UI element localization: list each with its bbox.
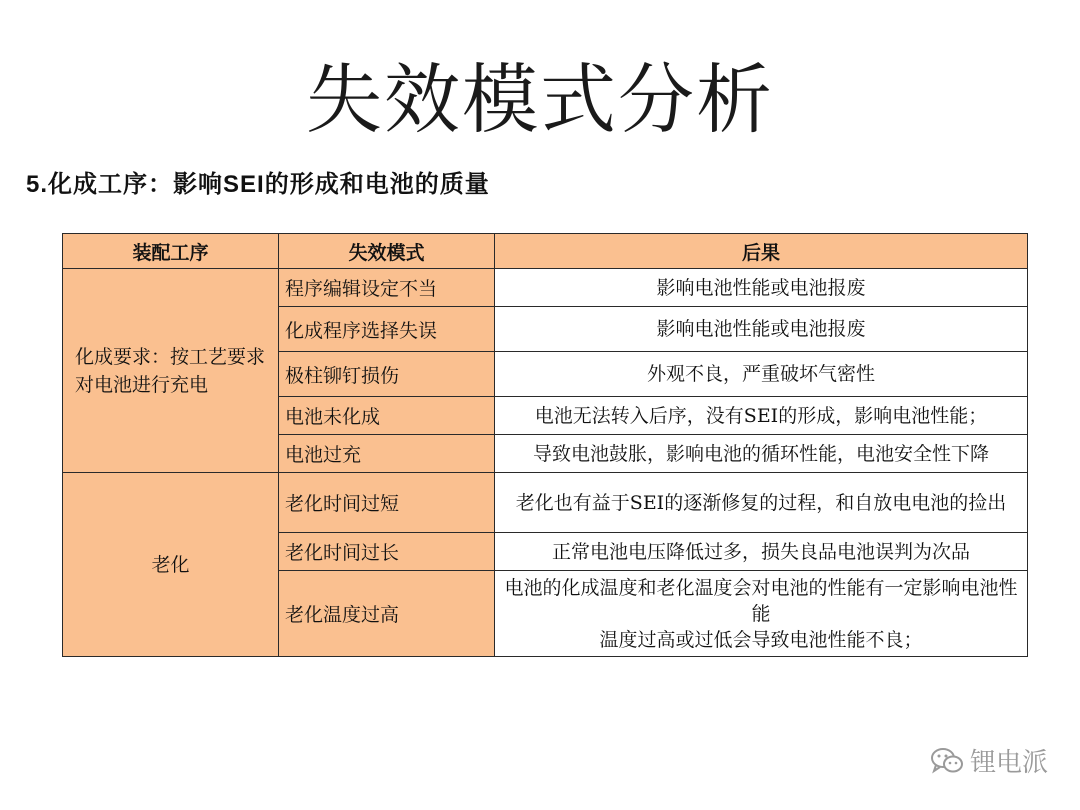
table-row (63, 473, 1028, 533)
result-cell: 老化也有益于SEI的逐渐修复的过程，和自放电电池的捡出 (495, 473, 1028, 533)
section-subtitle: 5.化成工序：影响SEI的形成和电池的质量 (26, 171, 490, 198)
table-header-row (63, 234, 1028, 269)
result-cell: 影响电池性能或电池报废 (495, 307, 1028, 352)
mode-cell: 老化温度过高 (279, 571, 495, 657)
result-cell: 导致电池鼓胀，影响电池的循环性能，电池安全性下降 (495, 435, 1028, 473)
watermark-label: 锂电派 (969, 748, 1048, 778)
mode-cell: 老化时间过短 (279, 473, 495, 533)
stage-label: 老化 (151, 553, 190, 576)
mode-cell: 化成程序选择失误 (279, 307, 495, 352)
mode-cell: 程序编辑设定不当 (279, 269, 495, 307)
mode-cell: 电池未化成 (279, 397, 495, 435)
mode-cell: 极柱铆钉损伤 (279, 352, 495, 397)
mode-cell: 电池过充 (279, 435, 495, 473)
watermark (930, 742, 1048, 779)
result-cell: 影响电池性能或电池报废 (495, 269, 1028, 307)
result-cell: 正常电池电压降低过多，损失良品电池误判为次品 (495, 533, 1028, 571)
wechat-icon (930, 746, 964, 776)
header-failure-mode: 失效模式 (279, 234, 495, 269)
stage-cell-formation (63, 269, 279, 473)
stage-cell-aging (63, 473, 279, 657)
table-row (63, 269, 1028, 307)
header-consequence: 后果 (495, 234, 1028, 269)
failure-mode-table (62, 233, 1028, 657)
result-cell (495, 571, 1028, 657)
result-line: 电池的化成温度和老化温度会对电池的性能有一定影响电池性能 (504, 576, 1018, 625)
stage-label: 化成要求：按工艺要求对电池进行充电 (75, 345, 266, 396)
page-title: 失效模式分析 (306, 55, 774, 144)
mode-cell: 老化时间过长 (279, 533, 495, 571)
result-cell: 外观不良，严重破坏气密性 (495, 352, 1028, 397)
result-line: 温度过高或过低会导致电池性能不良； (599, 628, 923, 651)
result-cell: 电池无法转入后序，没有SEI的形成，影响电池性能； (495, 397, 1028, 435)
header-stage: 装配工序 (63, 234, 279, 269)
